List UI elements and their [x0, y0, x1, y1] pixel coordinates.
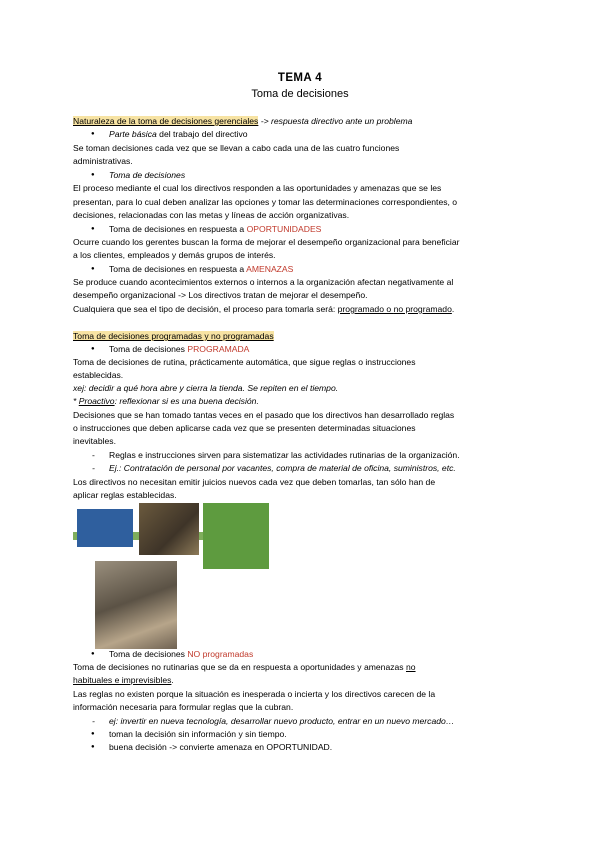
- dash-item: - ej: invertir en nueva tecnología, desarrollar nuevo producto, entrar en un nuevo mercado…: [73, 716, 551, 727]
- paragraph: Se toman decisiones cada vez que se llevan a cabo cada una de las cuatro funciones: [73, 143, 400, 153]
- paragraph: Las reglas no existen porque la situación es inesperada o incierta y los directivos carecen de la: [73, 689, 436, 699]
- collage-caption-block: [181, 571, 267, 643]
- example: xej: decidir a qué hora abre y cierra la tienda. Se repiten en el tiempo.: [73, 383, 339, 393]
- paragraph-process: Cualquiera que sea el tipo de decisión, el proceso para tomarla será: programado o no programado.: [73, 304, 455, 314]
- paragraph: o instrucciones que deben aplicarse cada vez que se presenten determinadas situaciones: [73, 423, 416, 433]
- paragraph: Toma de decisiones no rutinarias que se da en respuesta a oportunidades y amenazas no: [73, 662, 416, 672]
- paragraph: desempeño organizacional -> Los directivos tratan de mejorar el desempeño.: [73, 290, 368, 300]
- paragraph: Ocurre cuando los gerentes buscan la forma de mejorar el desempeño organizacional para beneficiar: [73, 237, 460, 247]
- section2-heading-line: [73, 331, 533, 342]
- paragraph: Se produce cuando acontecimientos externos o internos a la organización afectan negativamente al: [73, 277, 454, 287]
- bullet-toma-decisiones: ● Toma de decisiones: [73, 170, 551, 181]
- bullet-sin-informacion: ● toman la decisión sin información y sin tiempo.: [73, 729, 551, 740]
- paragraph: Los directivos no necesitan emitir juicios nuevos cada vez que deben tomarlas, tan sólo han de: [73, 477, 436, 487]
- bullet-amenazas: ● Toma de decisiones en respuesta a AMENAZAS: [73, 264, 551, 275]
- paragraph: a los clientes, empleados y demás grupos de interés.: [73, 250, 276, 260]
- section1-heading-line: [73, 116, 533, 127]
- illustration-collage: [73, 503, 269, 649]
- dash-item: - Reglas e instrucciones sirven para sistematizar las actividades rutinarias de la organización.: [73, 450, 551, 461]
- collage-blue-box: [77, 509, 133, 547]
- paragraph: aplicar reglas establecidas.: [73, 490, 177, 500]
- paragraph: administrativas.: [73, 156, 133, 166]
- paragraph: habituales e imprevisibles.: [73, 675, 174, 685]
- section1-heading: Naturaleza de la toma de decisiones gerenciales: [73, 116, 259, 126]
- paragraph: decisiones, relacionadas con las metas y líneas de acción organizativas.: [73, 210, 350, 220]
- collage-photo-warehouse: [139, 503, 199, 555]
- paragraph: información necesaria para formular reglas que la cubran.: [73, 702, 294, 712]
- paragraph: inevitables.: [73, 436, 116, 446]
- paragraph: Decisiones que se han tomado tantas veces en el pasado que los directivos han desarrollado reglas: [73, 410, 455, 420]
- bullet-buena-decision: ● buena decisión -> convierte amenaza en OPORTUNIDAD.: [73, 742, 551, 753]
- page-title: TEMA 4: [277, 72, 323, 84]
- note-proactivo: * Proactivo: reflexionar si es una buena decisión.: [73, 396, 259, 406]
- paragraph: Toma de decisiones de rutina, prácticamente automática, que sigue reglas o instrucciones: [73, 357, 416, 367]
- bullet-parte-basica: ● Parte básica del trabajo del directivo: [73, 129, 551, 140]
- dash-item: - Ej.: Contratación de personal por vacantes, compra de material de oficina, suministros, etc.: [73, 463, 551, 474]
- paragraph: El proceso mediante el cual los directivos responden a las oportunidades y amenazas que se les: [73, 183, 442, 193]
- paragraph: establecidas.: [73, 370, 124, 380]
- collage-green-box: [203, 503, 269, 569]
- paragraph: presentan, para lo cual deben analizar las opciones y tomar las determinaciones correspondientes, o: [73, 197, 458, 207]
- section2-heading: Toma de decisiones programadas y no programadas: [73, 331, 274, 341]
- section1-heading-tail: -> respuesta directivo ante un problema: [258, 116, 413, 126]
- bullet-programada: ● Toma de decisiones PROGRAMADA: [73, 344, 551, 355]
- page-subtitle: Toma de decisiones: [251, 88, 349, 100]
- collage-photo-workers: [95, 561, 177, 649]
- bullet-no-programadas: ● Toma de decisiones NO programadas: [73, 649, 551, 660]
- bullet-oportunidades: ● Toma de decisiones en respuesta a OPORTUNIDADES: [73, 224, 551, 235]
